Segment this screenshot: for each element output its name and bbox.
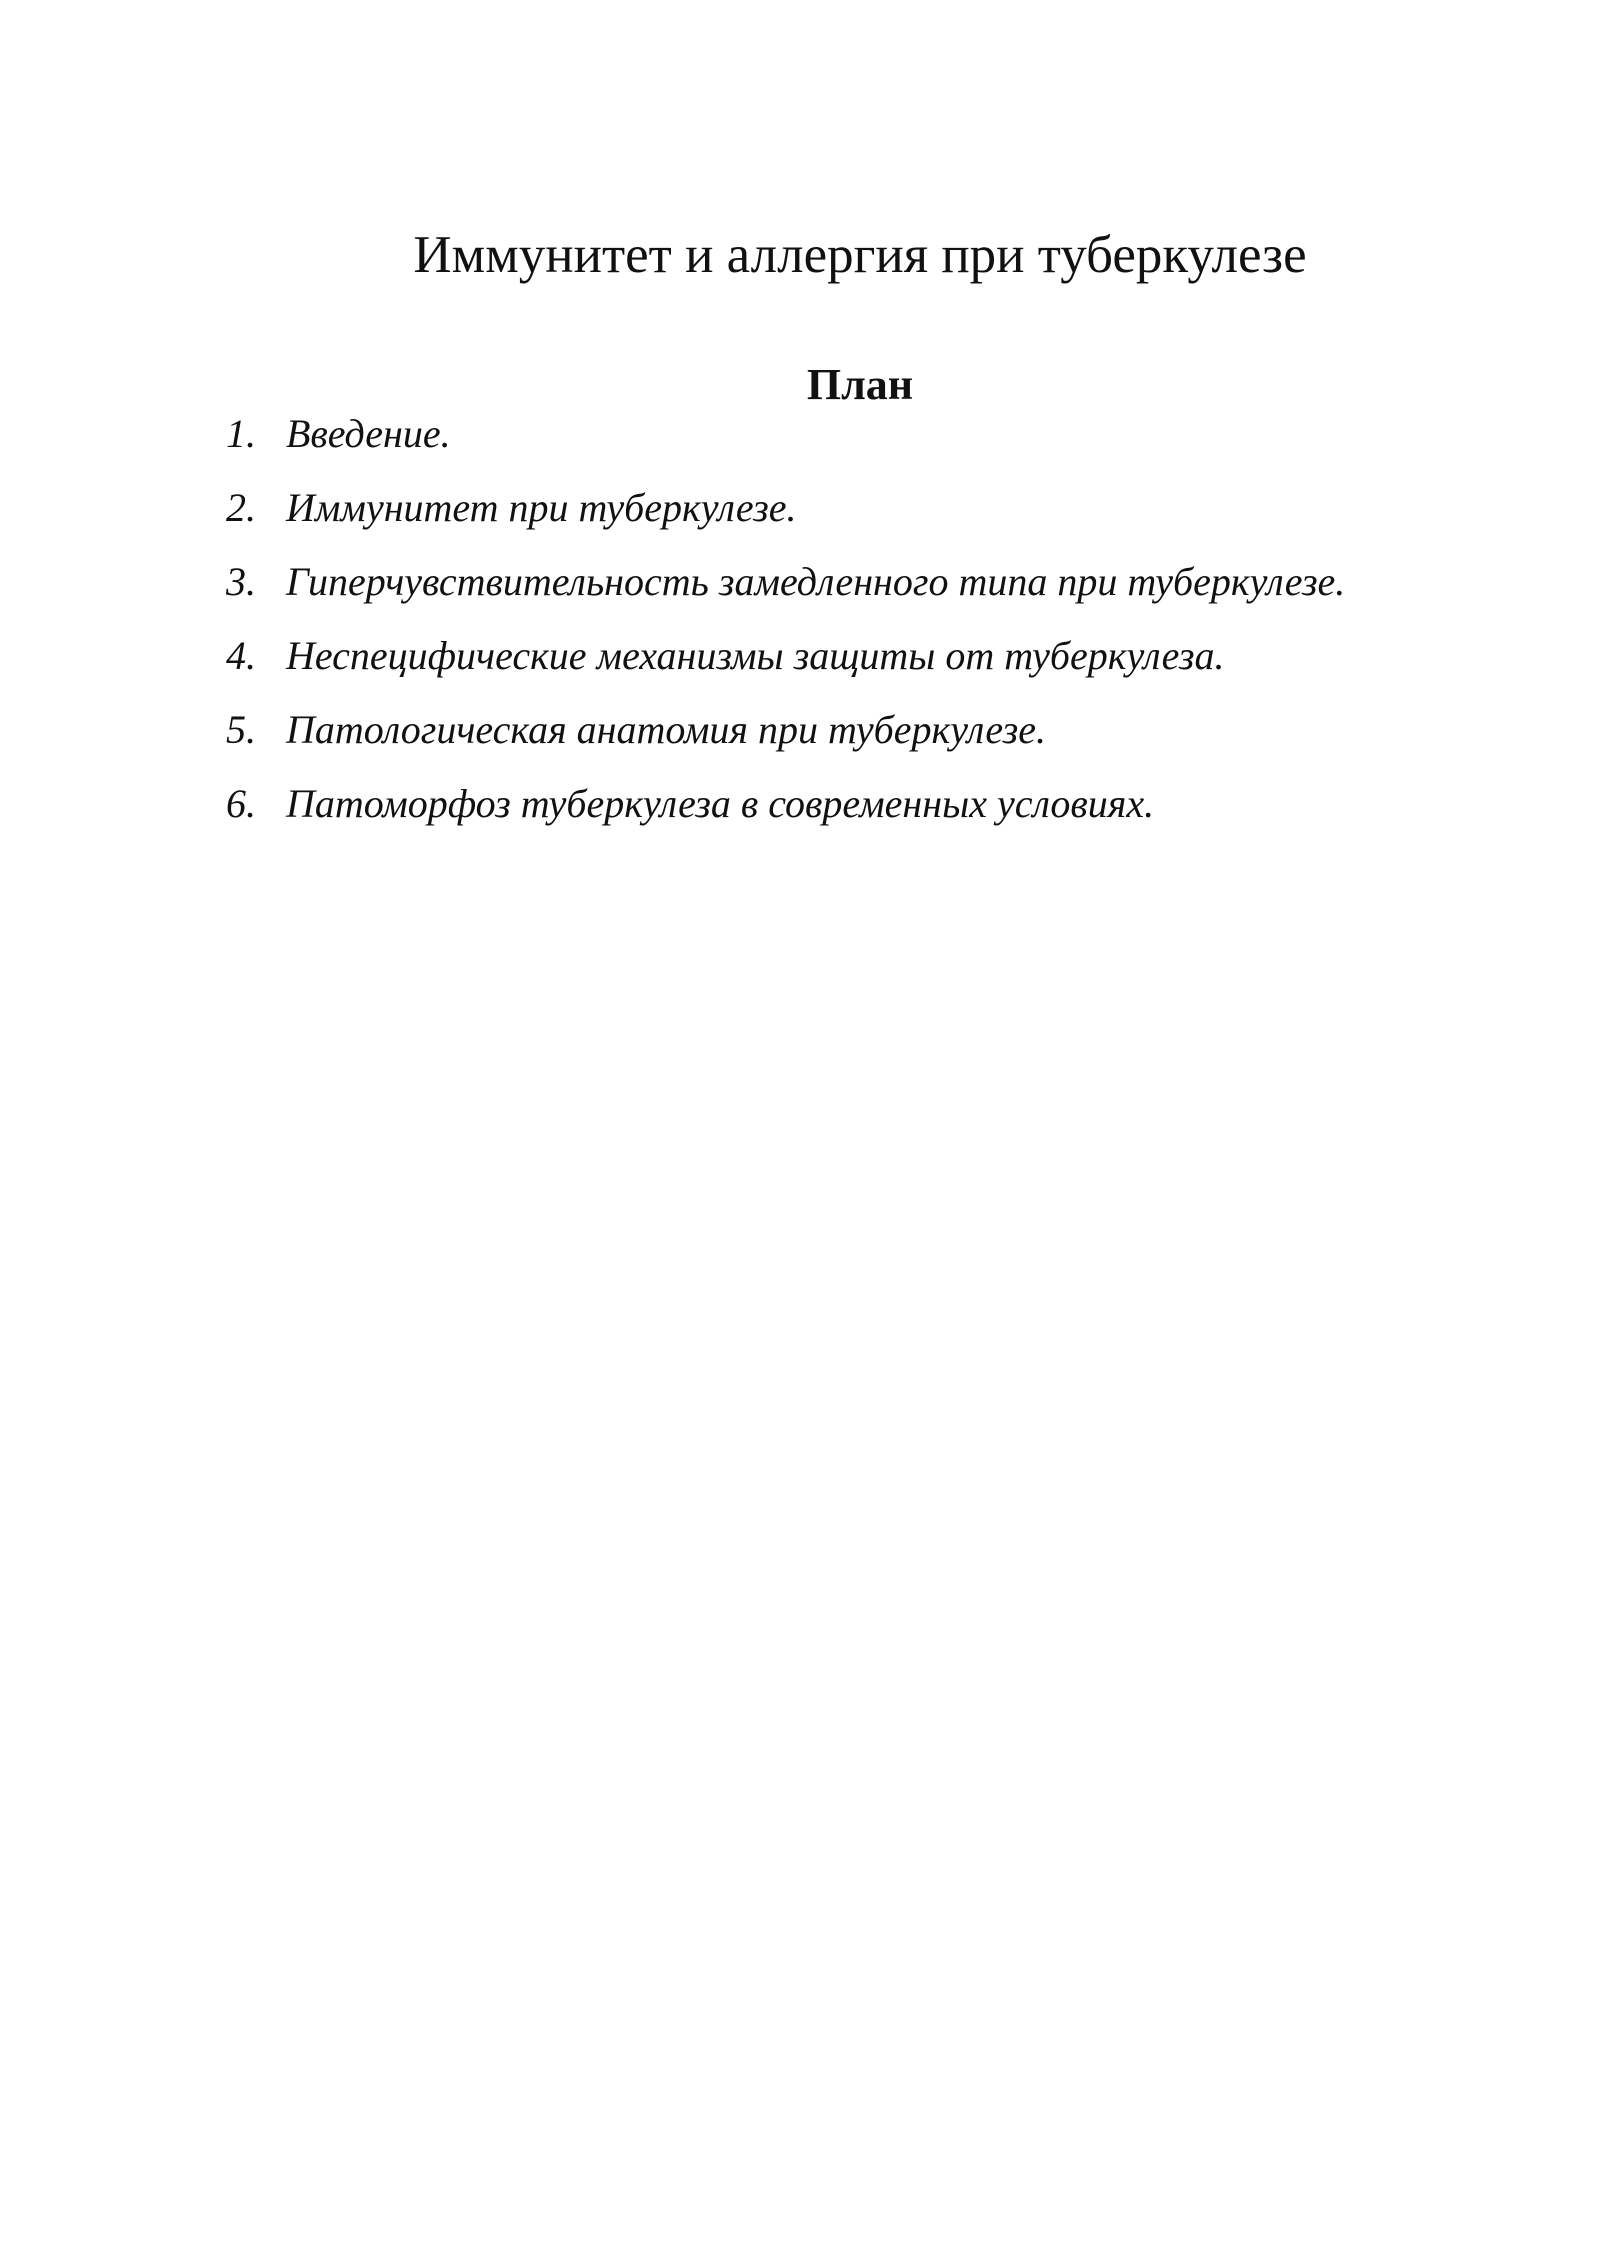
plan-heading: План <box>806 360 914 409</box>
plan-list <box>226 408 1526 852</box>
plan-item-4 <box>226 630 1526 704</box>
plan-item-number: 2. <box>226 485 256 530</box>
plan-item-text: Патоморфоз туберкулеза в современных условиях. <box>286 781 1155 826</box>
plan-item-1 <box>226 408 1526 482</box>
plan-item-3 <box>226 556 1526 630</box>
plan-item-text: Введение. <box>286 411 451 456</box>
plan-item-text: Патологическая анатомия при туберкулезе. <box>286 707 1046 752</box>
plan-item-2 <box>226 482 1526 556</box>
plan-item-number: 5. <box>226 707 256 752</box>
plan-item-5 <box>226 704 1526 778</box>
plan-item-number: 1. <box>226 411 256 456</box>
plan-item-6 <box>226 778 1526 852</box>
plan-item-number: 3. <box>226 559 256 604</box>
plan-item-text: Неспецифические механизмы защиты от туберкулеза. <box>286 633 1225 678</box>
plan-item-text: Иммунитет при туберкулезе. <box>286 485 797 530</box>
document-title: Иммунитет и аллергия при туберкулезе <box>413 226 1307 284</box>
plan-item-number: 4. <box>226 633 256 678</box>
plan-item-text: Гиперчувствительность замедленного типа при туберкулезе. <box>286 559 1346 604</box>
plan-item-number: 6. <box>226 781 256 826</box>
